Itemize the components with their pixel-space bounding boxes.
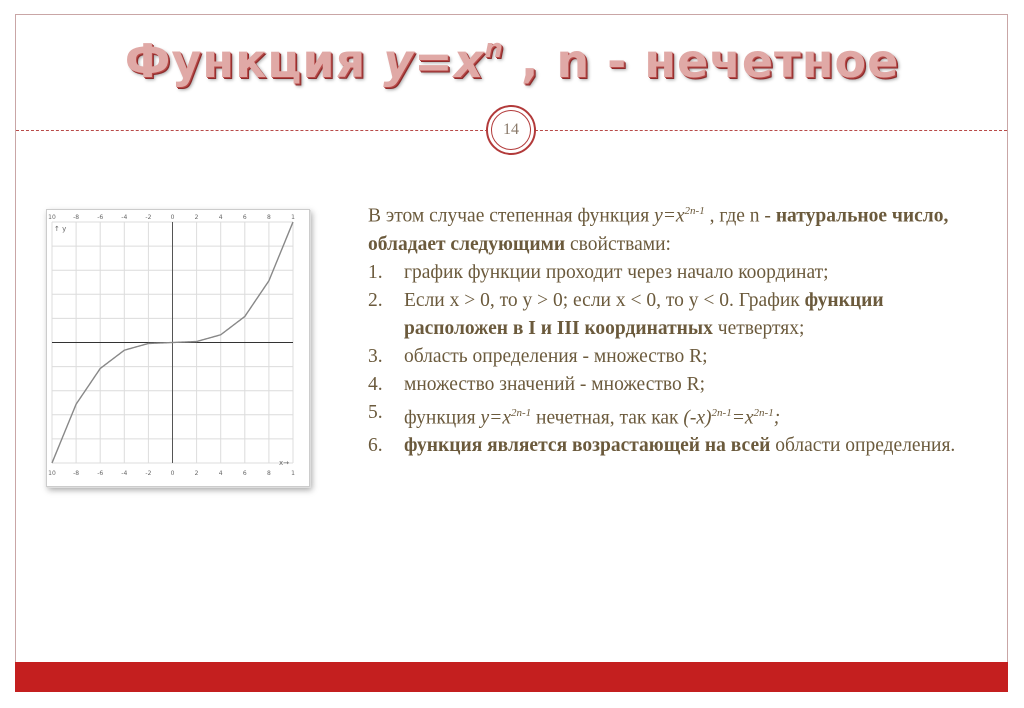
x-tick-label-top: 10	[48, 214, 56, 221]
list-number: 1.	[368, 261, 383, 283]
title-prefix: Функция	[124, 34, 384, 88]
list-text: области определения.	[770, 435, 956, 456]
x-tick-label-top: 2	[194, 214, 199, 221]
intro-paragraph	[368, 197, 968, 259]
slide-number-badge	[486, 105, 536, 155]
list-formula: ;	[773, 407, 781, 428]
list-item	[368, 287, 968, 343]
title-suffix: , n - нечетное	[503, 34, 900, 88]
x-tick-label-top: 4	[218, 214, 223, 221]
intro-formula: y=x	[654, 205, 685, 227]
x-tick-label-top: -2	[145, 214, 152, 221]
slide-number: 14	[491, 110, 531, 150]
x-tick-label-bottom: 8	[266, 470, 271, 477]
footer-bar	[15, 662, 1008, 692]
list-item	[368, 259, 968, 287]
list-item	[368, 399, 968, 433]
list-text: четвертях;	[712, 317, 805, 339]
graph-svg	[47, 210, 309, 486]
x-tick-label-top: -6	[97, 214, 104, 221]
list-text: нечетная, так как	[531, 407, 684, 428]
list-formula: y=x	[480, 407, 511, 428]
x-tick-label-bottom: -8	[73, 470, 80, 477]
x-tick-label-top: 8	[266, 214, 271, 221]
slide-title	[0, 34, 1024, 88]
intro-text-2: , где n -	[704, 205, 776, 227]
intro-text: В этом случае степенная функция	[368, 205, 655, 227]
title-exponent: n	[484, 33, 504, 64]
function-graph	[46, 209, 310, 487]
x-tick-label-top: -4	[121, 214, 128, 221]
list-number: 6.	[368, 435, 383, 456]
x-tick-label-top: 6	[242, 214, 247, 221]
x-tick-label-bottom: -4	[121, 470, 128, 477]
list-item	[368, 371, 968, 399]
list-text: область определения - множество R;	[404, 345, 708, 367]
x-tick-label-bottom: 2	[194, 470, 199, 477]
x-tick-label-top: -8	[73, 214, 80, 221]
x-tick-label-bottom: -2	[145, 470, 152, 477]
x-tick-label-bottom: 10	[48, 470, 56, 477]
list-text: Если x > 0, то y > 0; если x < 0, то y < 0. График	[404, 289, 805, 311]
list-exponent: 2n-1	[753, 406, 774, 419]
list-bold: функция является возрастающей на всей	[404, 435, 771, 456]
list-exponent: 2n-1	[511, 406, 532, 419]
list-number: 2.	[368, 289, 383, 311]
list-exponent: 2n-1	[711, 406, 732, 419]
list-text: функция	[404, 407, 481, 428]
list-number: 4.	[368, 373, 383, 395]
properties-list	[368, 259, 968, 461]
list-formula: =x	[731, 407, 754, 428]
list-number: 3.	[368, 345, 383, 367]
list-text: график функции проходит через начало координат;	[404, 261, 829, 283]
x-tick-label-top: 0	[170, 214, 175, 221]
intro-exponent: 2n-1	[684, 205, 705, 217]
x-tick-label-bottom: 0	[170, 470, 175, 477]
x-tick-label-bottom: 6	[242, 470, 247, 477]
list-item	[368, 432, 968, 460]
x-tick-label-bottom: -6	[97, 470, 104, 477]
title-formula: y=x	[383, 34, 485, 88]
list-formula: (-x)	[683, 407, 712, 428]
x-tick-label-top: 1	[291, 214, 295, 221]
list-text: множество значений - множество R;	[404, 373, 705, 395]
list-item	[368, 343, 968, 371]
list-number: 5.	[368, 401, 383, 423]
x-tick-label-bottom: 4	[218, 470, 223, 477]
intro-bold: натуральное число, обладает следующими	[368, 205, 949, 255]
properties-text	[368, 197, 968, 460]
list-bold: функции расположен в I и III координатных	[404, 289, 884, 339]
x-tick-label-bottom: 1	[291, 470, 295, 477]
x-axis-label: x→	[279, 459, 290, 467]
y-axis-label: ↑ y	[54, 225, 67, 233]
intro-text-3: свойствами:	[565, 233, 671, 255]
